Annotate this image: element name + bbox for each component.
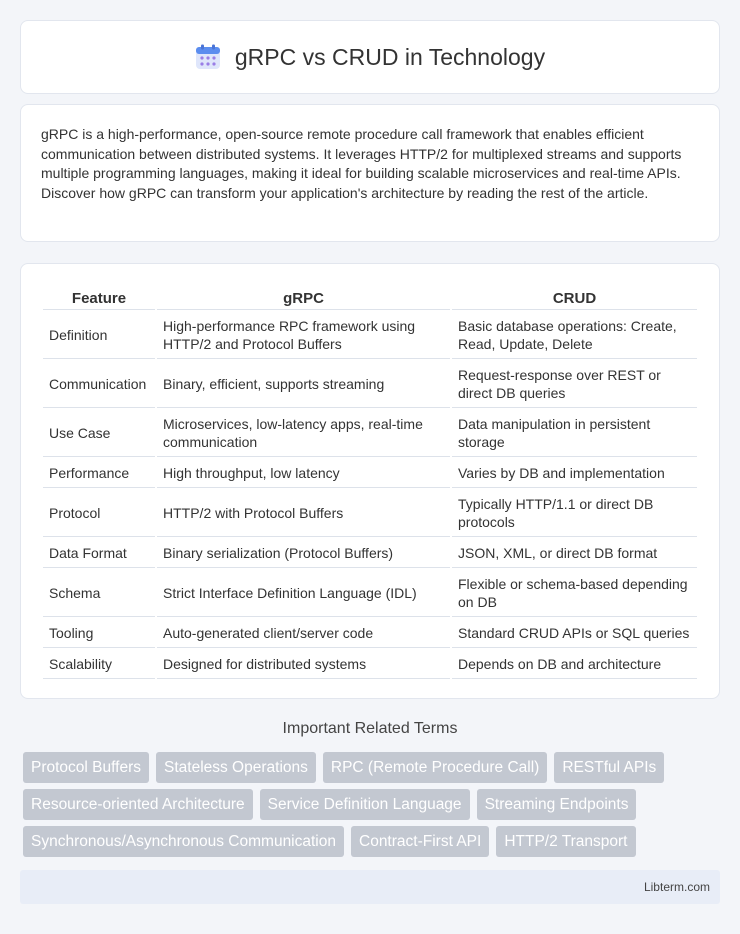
crud-cell: Basic database operations: Create, Read, Update, Delete — [452, 312, 697, 359]
header-crud: CRUD — [452, 288, 697, 310]
header-feature: Feature — [43, 288, 155, 310]
table-row — [43, 410, 697, 457]
table-header-row — [43, 288, 697, 310]
grpc-cell: High throughput, low latency — [157, 459, 450, 488]
feature-cell: Use Case — [43, 410, 155, 457]
table-row — [43, 490, 697, 537]
table-row — [43, 312, 697, 359]
crud-cell: Standard CRUD APIs or SQL queries — [452, 619, 697, 648]
related-term-tag[interactable]: Protocol Buffers — [23, 752, 149, 783]
intro-card — [20, 104, 720, 242]
grpc-cell: Binary serialization (Protocol Buffers) — [157, 539, 450, 568]
table-row — [43, 539, 697, 568]
title-card — [20, 20, 720, 94]
intro-text: gRPC is a high-performance, open-source remote procedure call framework that enables efficient communication between distributed systems. It leverages HTTP/2 for multiplexed streams and supports multiple programming languages, making it ideal for building scalable microservices and real-time APIs. Discover how gRPC can transform your application's architecture by reading the rest of the article. — [41, 126, 682, 201]
feature-cell: Scalability — [43, 650, 155, 679]
grpc-cell: Strict Interface Definition Language (IDL) — [157, 570, 450, 617]
feature-cell: Performance — [43, 459, 155, 488]
feature-cell: Data Format — [43, 539, 155, 568]
related-term-tag[interactable]: Resource-oriented Architecture — [23, 789, 253, 820]
related-term-tag[interactable]: Synchronous/Asynchronous Communication — [23, 826, 344, 857]
crud-cell: Flexible or schema-based depending on DB — [452, 570, 697, 617]
crud-cell: Depends on DB and architecture — [452, 650, 697, 679]
crud-cell: Request-response over REST or direct DB queries — [452, 361, 697, 408]
table-row — [43, 570, 697, 617]
related-term-tag[interactable]: RPC (Remote Procedure Call) — [323, 752, 547, 783]
related-term-tag[interactable]: Service Definition Language — [260, 789, 470, 820]
grpc-cell: HTTP/2 with Protocol Buffers — [157, 490, 450, 537]
feature-cell: Schema — [43, 570, 155, 617]
crud-cell: Varies by DB and implementation — [452, 459, 697, 488]
related-term-tag[interactable]: HTTP/2 Transport — [496, 826, 635, 857]
grpc-cell: Designed for distributed systems — [157, 650, 450, 679]
related-term-tag[interactable]: Contract-First API — [351, 826, 489, 857]
related-terms-list — [23, 752, 723, 863]
page-title: gRPC vs CRUD in Technology — [234, 43, 546, 70]
feature-cell: Protocol — [43, 490, 155, 537]
grpc-cell: High-performance RPC framework using HTTP/2 and Protocol Buffers — [157, 312, 450, 359]
crud-cell: Typically HTTP/1.1 or direct DB protocols — [452, 490, 697, 537]
feature-cell: Tooling — [43, 619, 155, 648]
related-term-tag[interactable]: Streaming Endpoints — [477, 789, 637, 820]
footer-site-link[interactable]: Libterm.com — [643, 880, 710, 894]
grpc-cell: Binary, efficient, supports streaming — [157, 361, 450, 408]
crud-cell: JSON, XML, or direct DB format — [452, 539, 697, 568]
feature-cell: Communication — [43, 361, 155, 408]
table-row — [43, 459, 697, 488]
table-row — [43, 619, 697, 648]
table-row — [43, 650, 697, 679]
header-grpc: gRPC — [157, 288, 450, 310]
feature-cell: Definition — [43, 312, 155, 359]
related-terms-title: Important Related Terms — [282, 720, 458, 737]
crud-cell: Data manipulation in persistent storage — [452, 410, 697, 457]
comparison-table-card — [20, 263, 720, 699]
footer — [20, 870, 720, 904]
grpc-cell: Microservices, low-latency apps, real-time communication — [157, 410, 450, 457]
calendar-icon — [195, 44, 221, 70]
table-row — [43, 361, 697, 408]
grpc-cell: Auto-generated client/server code — [157, 619, 450, 648]
related-term-tag[interactable]: Stateless Operations — [156, 752, 316, 783]
related-term-tag[interactable]: RESTful APIs — [554, 752, 664, 783]
comparison-table — [41, 286, 699, 681]
